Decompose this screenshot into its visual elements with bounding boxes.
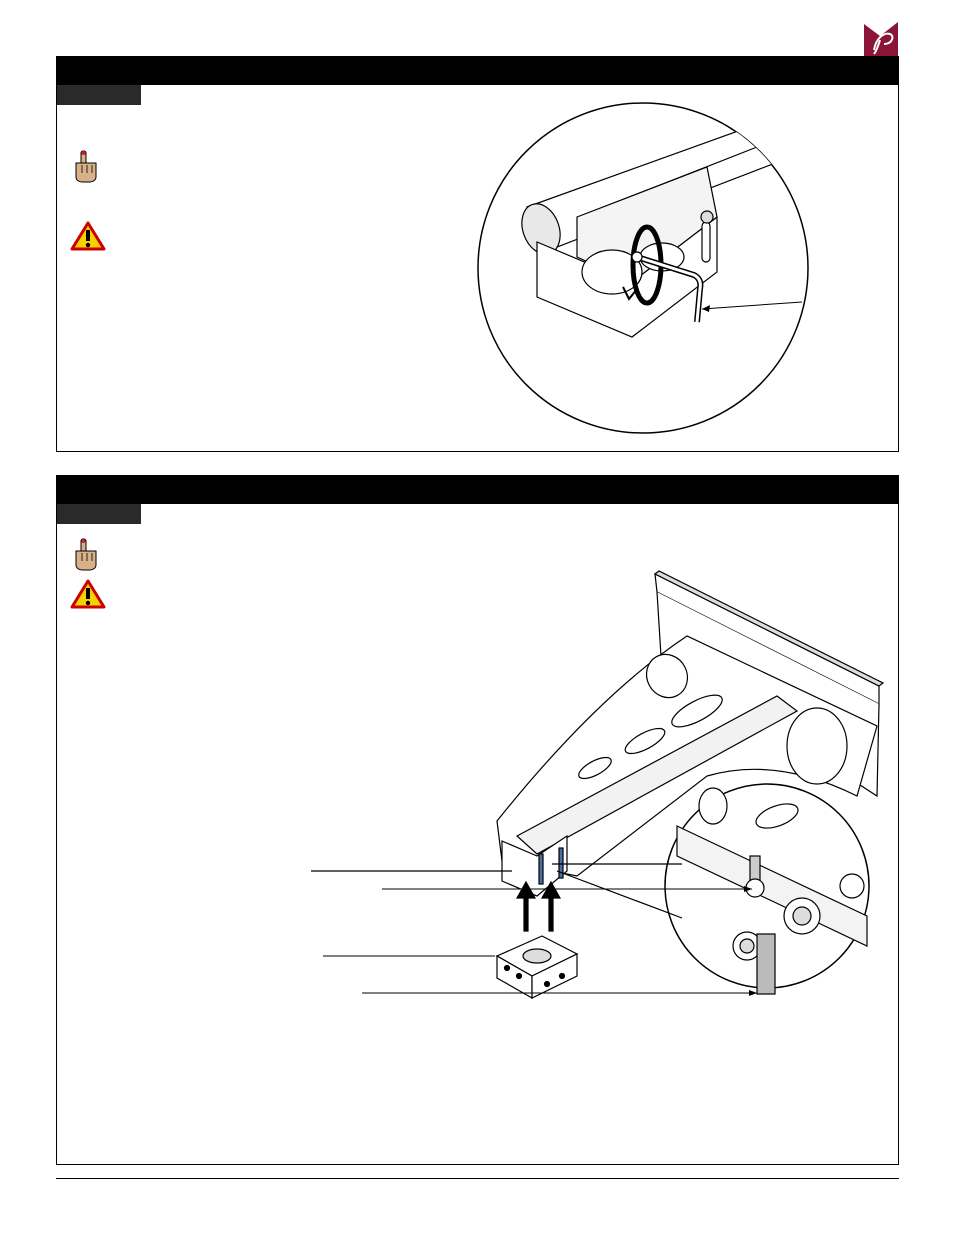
- step-section-2: [56, 475, 899, 1165]
- step-section-1: [56, 56, 899, 452]
- mount-assembly-illustration: [57, 476, 900, 1166]
- footer-rule: [56, 1178, 899, 1179]
- hex-key-adjustment-illustration: [57, 57, 900, 453]
- brand-logo-icon: [862, 20, 900, 58]
